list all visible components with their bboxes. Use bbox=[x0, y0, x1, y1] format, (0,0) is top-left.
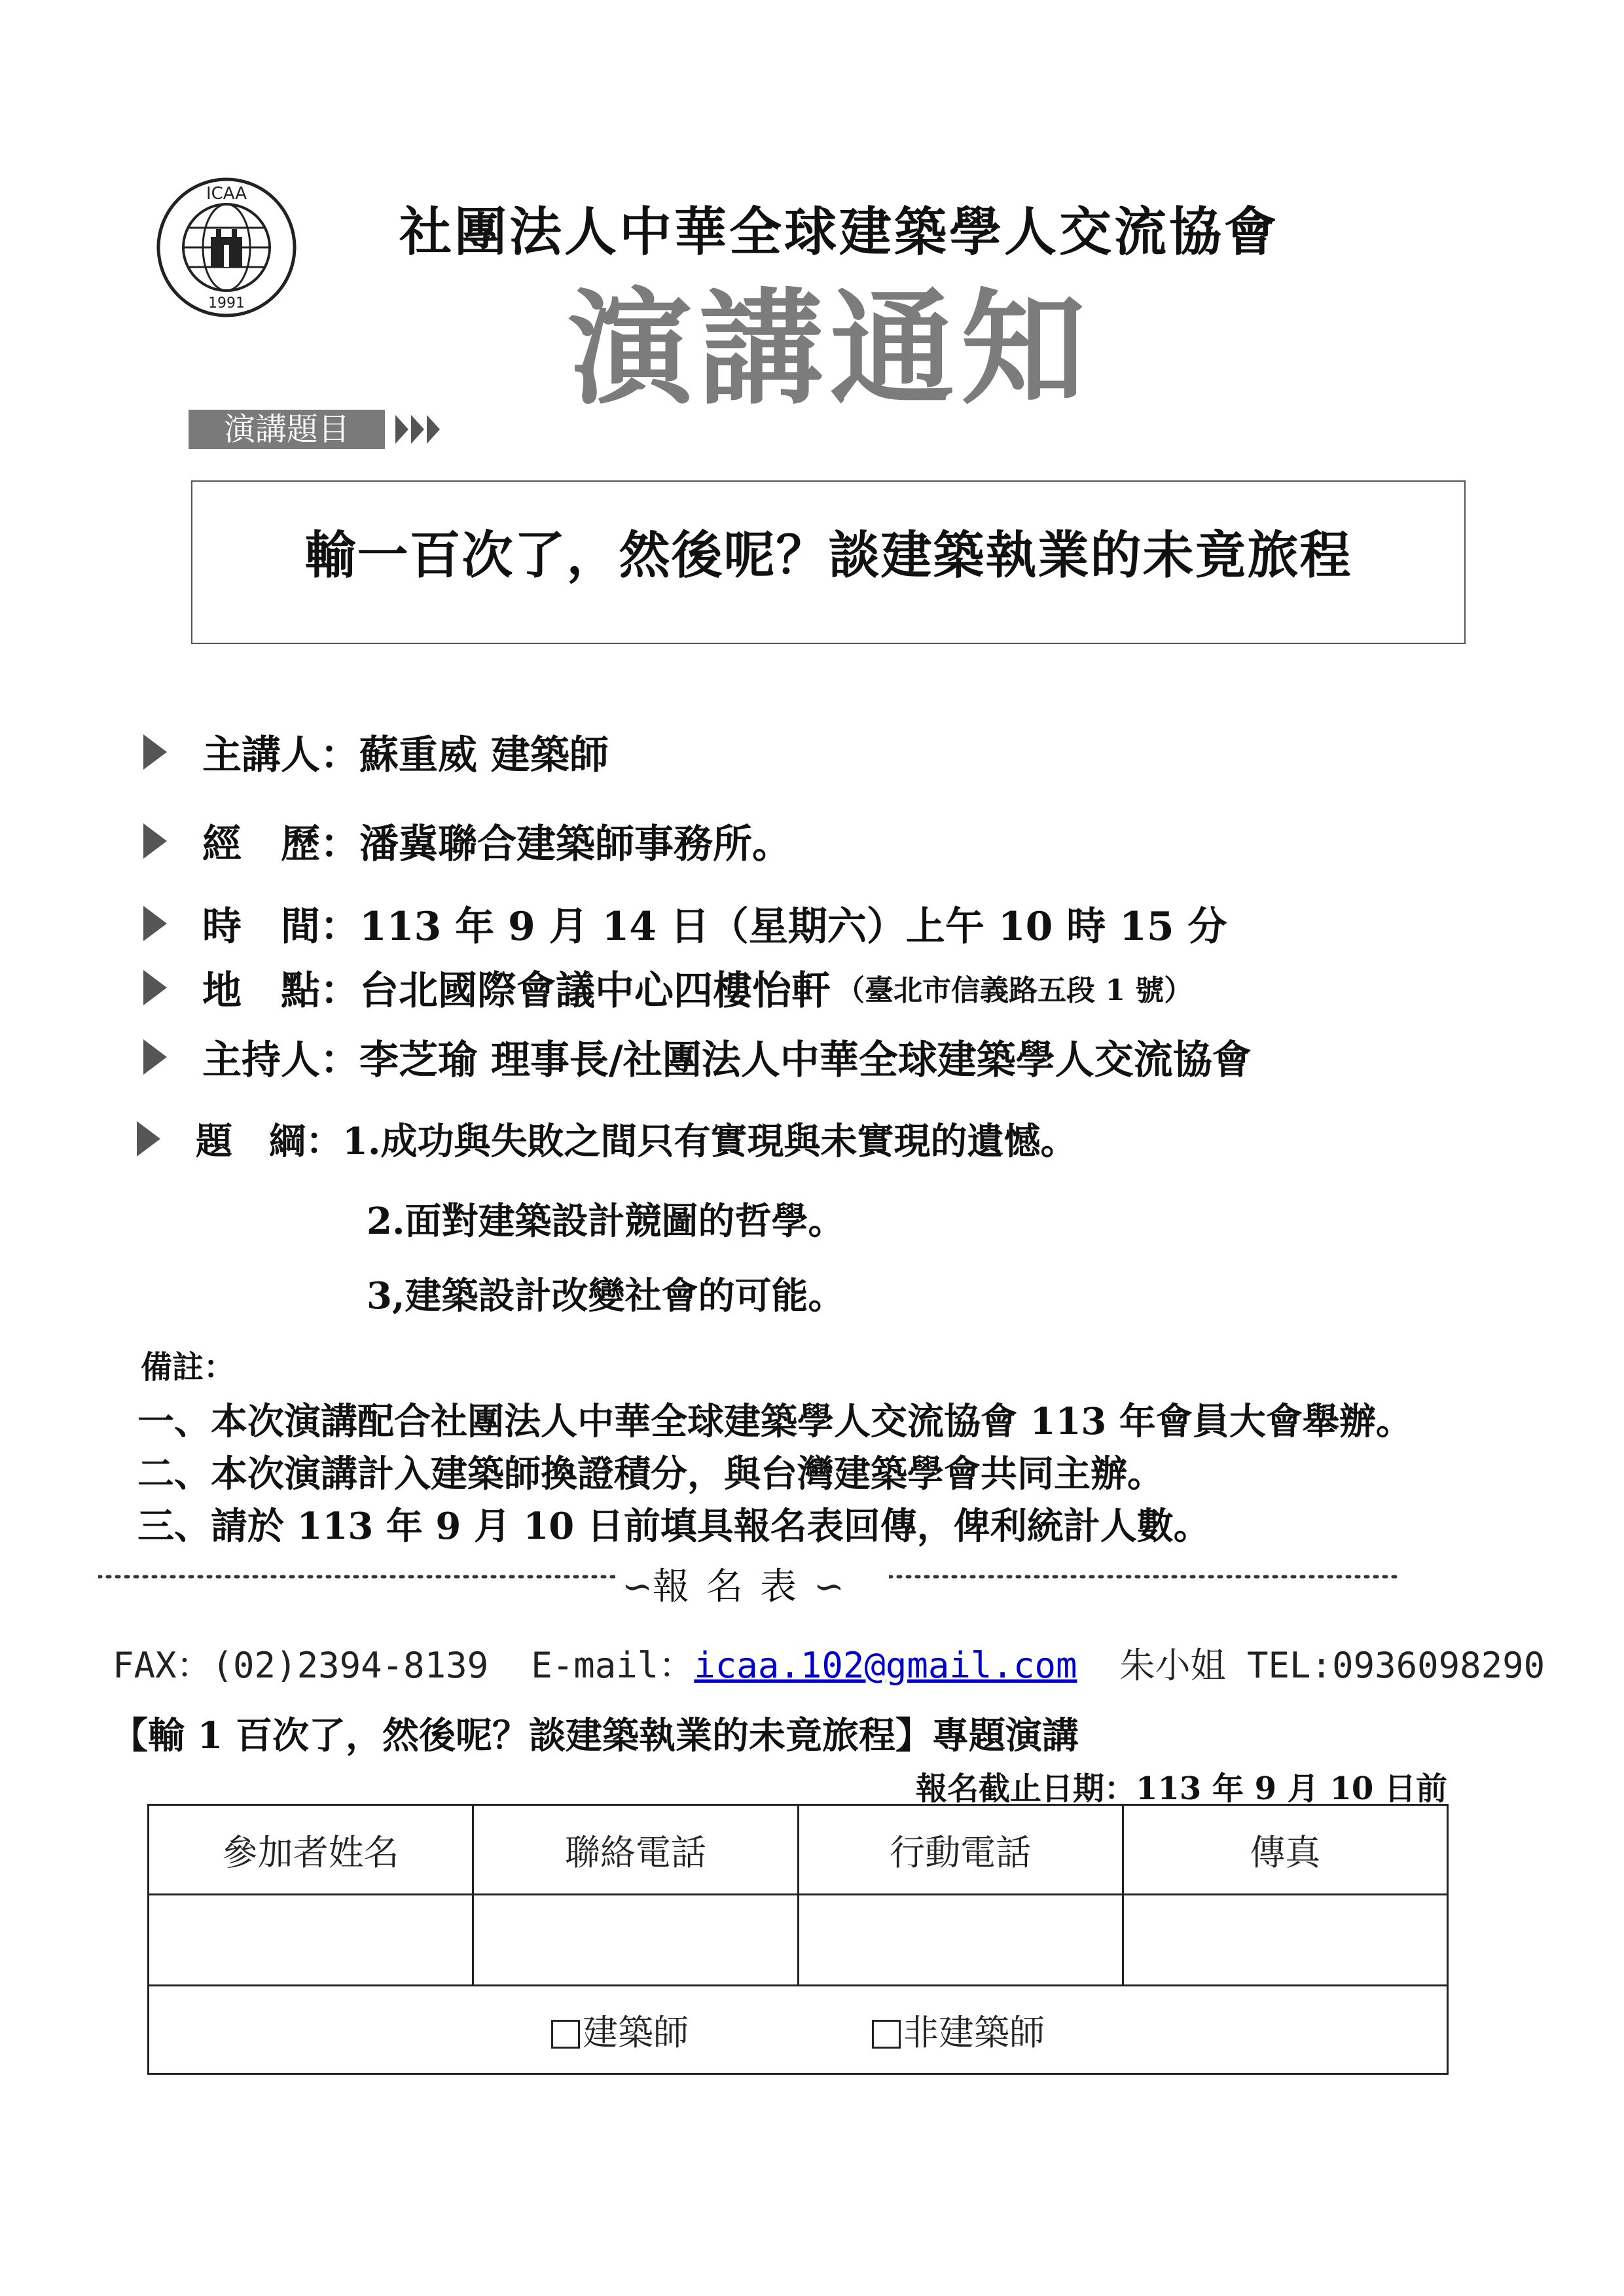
option-architect[interactable] bbox=[551, 2005, 689, 2055]
logo-bottom-text: 1991 bbox=[208, 295, 245, 312]
time-row bbox=[141, 895, 1227, 952]
logo-top-text: ICAA bbox=[206, 184, 247, 204]
dotted-divider bbox=[889, 1573, 1401, 1580]
registration-table bbox=[147, 1804, 1449, 2075]
time-label: 時 間： bbox=[202, 904, 359, 950]
outline-item: 2.面對建築設計競圖的哲學。 bbox=[367, 1200, 845, 1243]
outline-item: 3,建築設計改變社會的可能。 bbox=[367, 1274, 845, 1318]
dotted-divider bbox=[98, 1573, 615, 1580]
topic-tag: 演講題目 bbox=[189, 410, 385, 449]
email-link[interactable]: icaa.102@gmail.com bbox=[694, 1645, 1077, 1686]
header-fax: 傳真 bbox=[1123, 1805, 1447, 1895]
options-row bbox=[149, 1986, 1448, 2074]
option-architect-label: 建築師 bbox=[583, 2011, 689, 2053]
option-non-architect-label: 非建築師 bbox=[903, 2011, 1045, 2053]
registration-deadline: 報名截止日期：113 年 9 月 10 日前 bbox=[916, 1770, 1447, 1807]
experience-row bbox=[141, 813, 791, 869]
outline-row bbox=[134, 1113, 1077, 1165]
triangle-bullet-icon bbox=[141, 1038, 168, 1076]
flourish-left-icon: ∽ bbox=[622, 1566, 653, 1608]
time-value: 113 年 9 月 14 日（星期六）上午 10 時 15 分 bbox=[359, 904, 1227, 950]
flourish-right-icon: ∽ bbox=[813, 1566, 844, 1608]
option-non-architect[interactable] bbox=[872, 2005, 1045, 2055]
experience-label: 經 歷： bbox=[202, 821, 359, 867]
notice-title: 演講通知 bbox=[568, 276, 1092, 422]
org-name: 社團法人中華全球建築學人交流協會 bbox=[399, 202, 1279, 262]
logo bbox=[156, 177, 297, 318]
venue-label: 地 點： bbox=[202, 968, 359, 1014]
contact-person: 朱小姐 TEL:0936098290 bbox=[1119, 1645, 1545, 1686]
phone-cell[interactable] bbox=[473, 1895, 798, 1986]
venue-address: （臺北市信義路五段 1 號） bbox=[836, 974, 1193, 1007]
triple-arrow-icon bbox=[395, 412, 444, 446]
note-item: 三、請於 113 年 9 月 10 日前填具報名表回傳，俾利統計人數。 bbox=[137, 1505, 1210, 1548]
triangle-bullet-icon bbox=[141, 969, 168, 1007]
registration-title bbox=[622, 1558, 844, 1610]
outline-item: 1.成功與失敗之間只有實現與未實現的遺憾。 bbox=[342, 1120, 1077, 1163]
triangle-bullet-icon bbox=[141, 905, 168, 942]
fax-number: FAX：(02)2394-8139 bbox=[113, 1645, 489, 1686]
header-phone: 聯絡電話 bbox=[473, 1805, 798, 1895]
header-name: 參加者姓名 bbox=[149, 1805, 473, 1895]
host-label: 主持人： bbox=[202, 1037, 359, 1083]
header-mobile: 行動電話 bbox=[798, 1805, 1123, 1895]
fax-cell[interactable] bbox=[1123, 1895, 1447, 1986]
table-header-row bbox=[149, 1805, 1448, 1895]
contact-line bbox=[113, 1638, 1545, 1688]
notes-heading: 備註： bbox=[141, 1349, 236, 1386]
email-label: E-mail： bbox=[531, 1645, 695, 1686]
speaker-value: 蘇重威 建築師 bbox=[359, 732, 609, 778]
host-row bbox=[141, 1029, 1252, 1085]
name-cell[interactable] bbox=[149, 1895, 473, 1986]
registration-title-text: 報名表 bbox=[652, 1566, 814, 1608]
triangle-bullet-icon bbox=[134, 1120, 162, 1158]
options-cell bbox=[149, 1986, 1448, 2074]
lecture-title: 【輸 1 百次了，然後呢？談建築執業的未竟旅程】專題演講 bbox=[111, 1714, 1079, 1757]
checkbox-architect[interactable] bbox=[551, 2020, 580, 2049]
speaker-row bbox=[141, 724, 609, 780]
checkbox-non-architect[interactable] bbox=[872, 2020, 901, 2049]
note-item: 一、本次演講配合社團法人中華全球建築學人交流協會 113 年會員大會舉辦。 bbox=[137, 1400, 1413, 1443]
topic-title: 輸一百次了，然後呢？談建築執業的未竟旅程 bbox=[304, 526, 1352, 585]
venue-value: 台北國際會議中心四樓怡軒 bbox=[359, 968, 831, 1014]
experience-value: 潘冀聯合建築師事務所。 bbox=[359, 821, 791, 867]
note-item: 二、本次演講計入建築師換證積分，與台灣建築學會共同主辦。 bbox=[137, 1452, 1164, 1496]
speaker-label: 主講人： bbox=[202, 732, 359, 778]
venue-row bbox=[141, 960, 1193, 1016]
topic-box bbox=[191, 480, 1466, 644]
table-row bbox=[149, 1895, 1448, 1986]
triangle-bullet-icon bbox=[141, 733, 168, 771]
triangle-bullet-icon bbox=[141, 822, 168, 860]
host-value: 李芝瑜 理事長/社團法人中華全球建築學人交流協會 bbox=[359, 1037, 1252, 1083]
outline-label: 題 綱： bbox=[196, 1120, 342, 1163]
mobile-cell[interactable] bbox=[798, 1895, 1123, 1986]
